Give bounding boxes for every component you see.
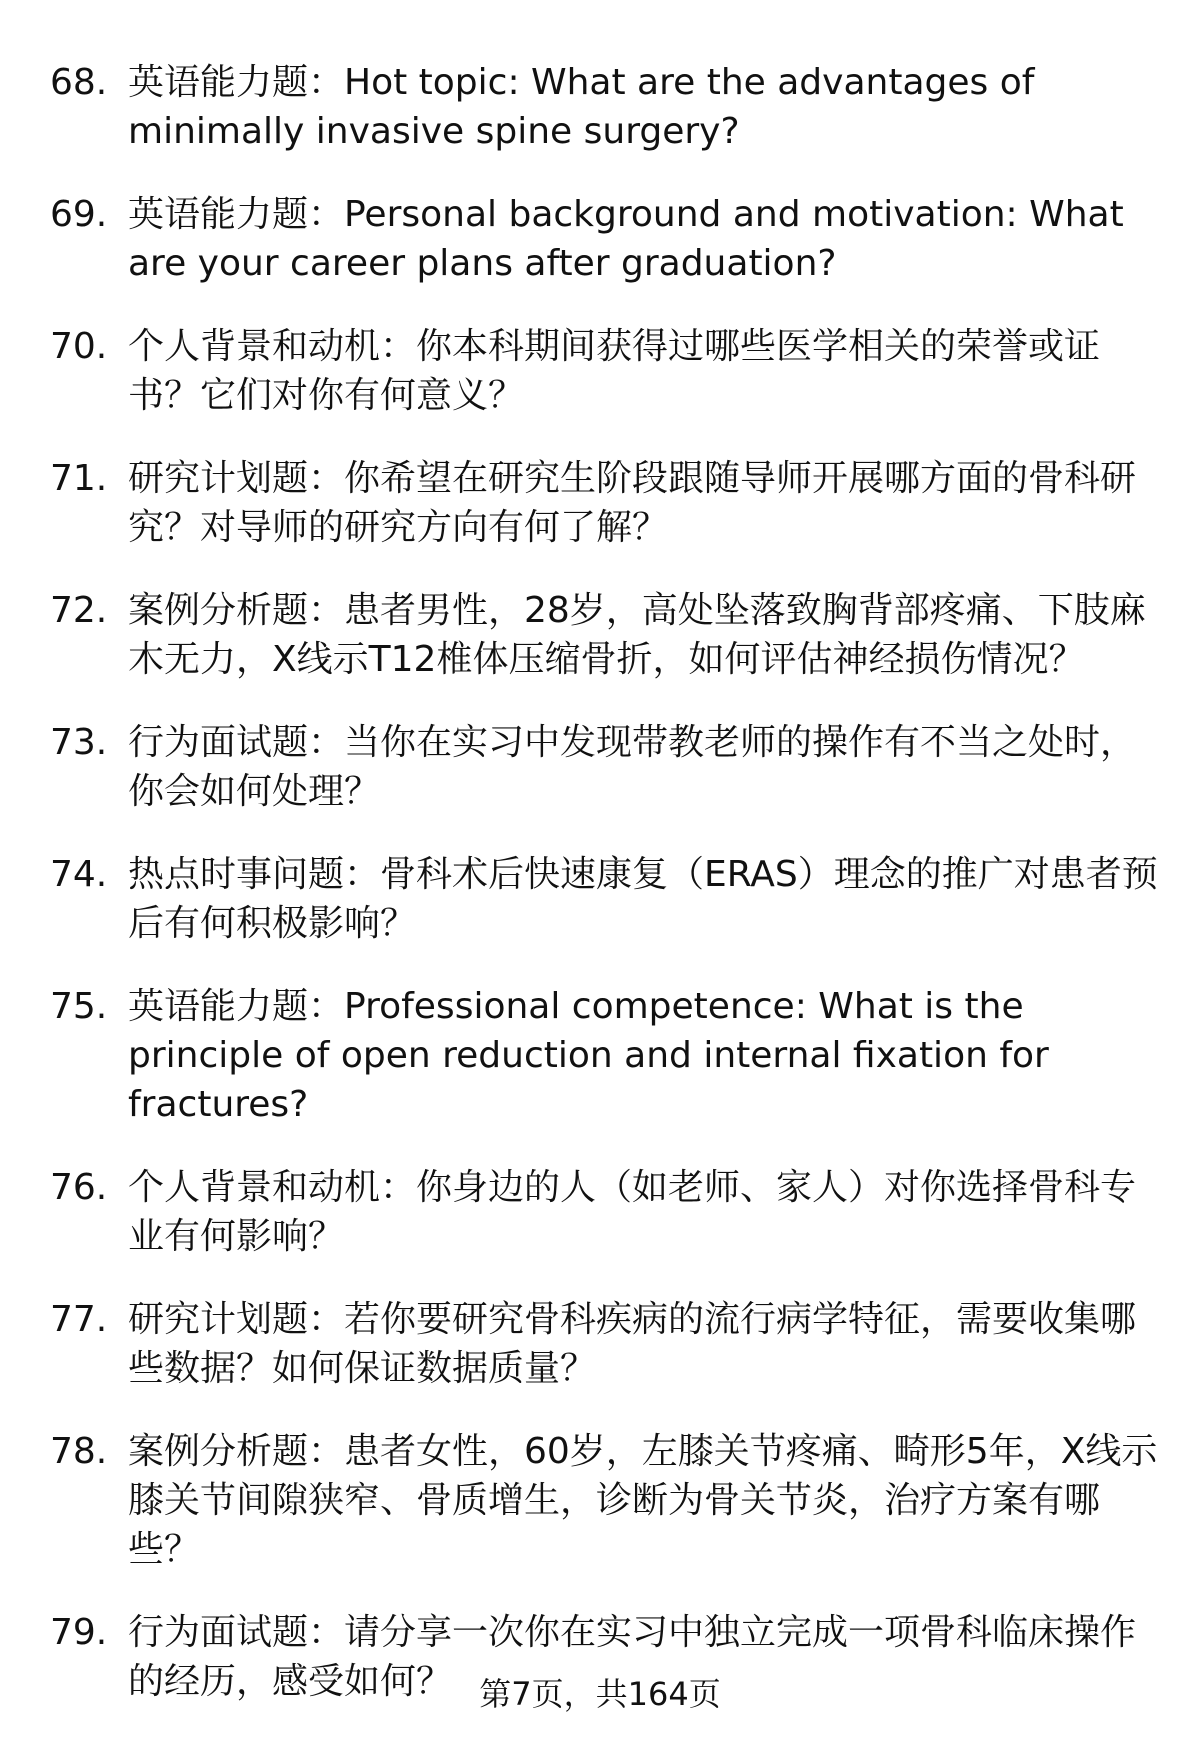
question-text: 行为面试题：当你在实习中发现带教老师的操作有不当之处时，你会如何处理？: [128, 722, 1137, 812]
question-item: [50, 58, 1160, 156]
question-item: [50, 322, 1160, 420]
question-item: [50, 1163, 1160, 1261]
question-item: [50, 586, 1160, 684]
question-text: 热点时事问题：骨科术后快速康复（ERAS）理念的推广对患者预后有何积极影响？: [128, 854, 1158, 944]
question-number: 76.: [50, 1167, 108, 1208]
question-number: 78.: [50, 1431, 108, 1472]
question-item: [50, 982, 1160, 1129]
question-text: 个人背景和动机：你本科期间获得过哪些医学相关的荣誉或证书？它们对你有何意义？: [128, 326, 1101, 416]
question-text: 案例分析题：患者女性，60岁，左膝关节疼痛、畸形5年，X线示膝关节间隙狭窄、骨质增生，诊断为骨关节炎，治疗方案有哪些？: [128, 1431, 1158, 1570]
question-number: 72.: [50, 590, 108, 631]
question-text: 研究计划题：你希望在研究生阶段跟随导师开展哪方面的骨科研究？对导师的研究方向有何了解？: [128, 458, 1137, 548]
question-number: 73.: [50, 722, 108, 763]
question-text: 英语能力题：Hot topic: What are the advantages of minimally invasive spine surgery?: [128, 62, 1035, 152]
question-text: 研究计划题：若你要研究骨科疾病的流行病学特征，需要收集哪些数据？如何保证数据质量？: [128, 1299, 1137, 1389]
question-item: [50, 718, 1160, 816]
question-text: 个人背景和动机：你身边的人（如老师、家人）对你选择骨科专业有何影响？: [128, 1167, 1137, 1257]
question-item: [50, 454, 1160, 552]
question-number: 69.: [50, 194, 108, 235]
question-number: 71.: [50, 458, 108, 499]
question-list: [50, 58, 1160, 1740]
question-number: 75.: [50, 986, 108, 1027]
page-number-label: 第7页，共164页: [479, 1675, 721, 1713]
page-footer: [0, 1672, 1200, 1716]
question-number: 77.: [50, 1299, 108, 1340]
question-number: 68.: [50, 62, 108, 103]
question-item: [50, 1427, 1160, 1574]
question-number: 74.: [50, 854, 108, 895]
question-text: 案例分析题：患者男性，28岁，高处坠落致胸背部疼痛、下肢麻木无力，X线示T12椎体压缩骨折，如何评估神经损伤情况？: [128, 590, 1146, 680]
question-text: 英语能力题：Personal background and motivation: What are your career plans after graduation?: [128, 194, 1124, 284]
question-number: 79.: [50, 1612, 108, 1653]
question-item: [50, 1295, 1160, 1393]
question-item: [50, 190, 1160, 288]
question-text: 行为面试题：请分享一次你在实习中独立完成一项骨科临床操作的经历，感受如何？: [128, 1612, 1137, 1702]
question-number: 70.: [50, 326, 108, 367]
question-text: 英语能力题：Professional competence: What is the principle of open reduction and internal fixation for fractures?: [128, 986, 1049, 1125]
question-item: [50, 850, 1160, 948]
